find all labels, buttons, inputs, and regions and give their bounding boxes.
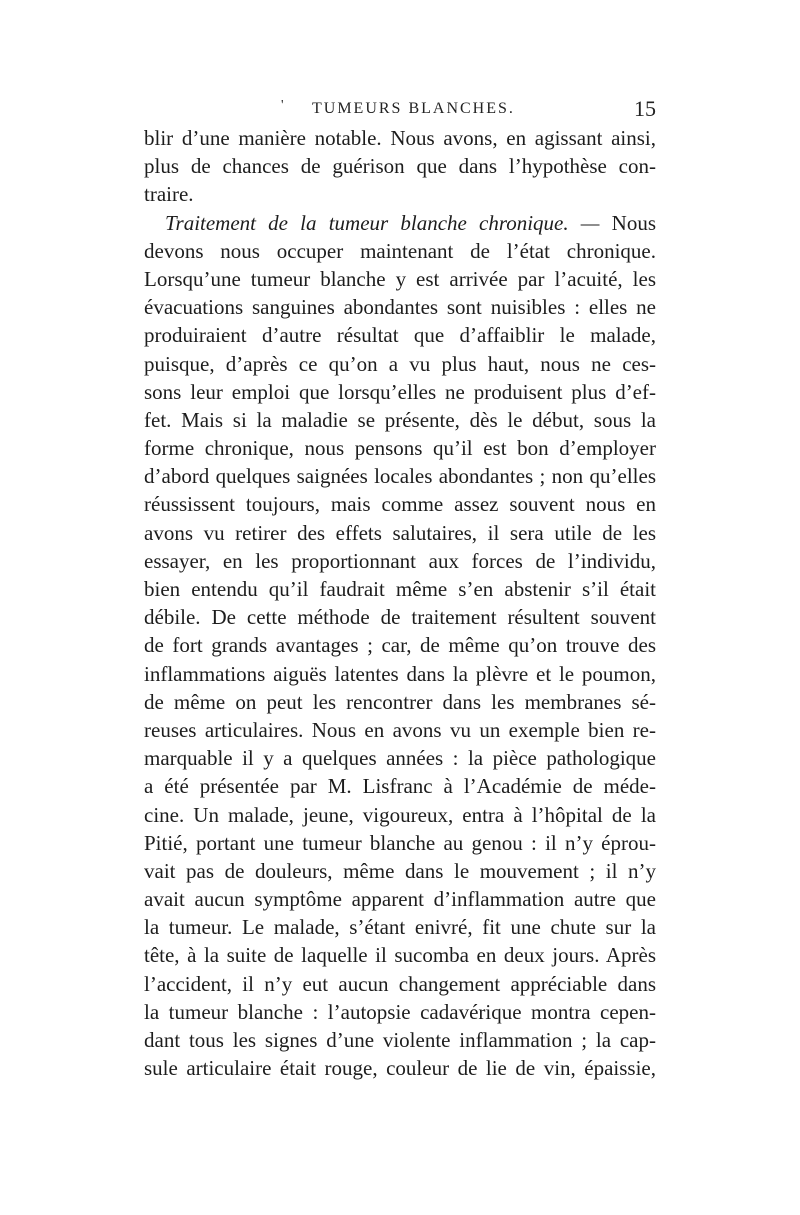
running-title: TUMEURS BLANCHES. bbox=[312, 100, 515, 117]
section-heading-line bbox=[144, 209, 656, 237]
text-line: forme chronique, nous pensons qu’il est bon d’employer bbox=[144, 436, 656, 461]
section-heading: Traitement de la tumeur blanche chronique. — bbox=[165, 210, 600, 235]
text-line: vait pas de douleurs, même dans le mouvement ; il n’y bbox=[144, 858, 656, 883]
text-line: dant tous les signes d’une violente inflammation ; la cap- bbox=[144, 1028, 656, 1052]
text-line: d’abord quelques saignées locales abondantes ; non qu’elles bbox=[144, 464, 656, 489]
text-line: reuses articulaires. Nous en avons vu un exemple bien re- bbox=[144, 717, 656, 742]
text-line: inflammations aiguës latentes dans la plèvre et le poumon, bbox=[144, 661, 656, 686]
header-mark: ' bbox=[281, 98, 284, 113]
text-line: l’accident, il n’y eut aucun changement appréciable dans bbox=[144, 971, 656, 996]
text-line: la tumeur blanche : l’autopsie cadavérique montra cepen- bbox=[144, 999, 656, 1024]
text-line: la tumeur. Le malade, s’étant enivré, fit une chute sur la bbox=[144, 915, 656, 940]
text-line: réussissent toujours, mais comme assez souvent nous en bbox=[144, 492, 656, 517]
text-line: bien entendu qu’il faudrait même s’en abstenir s’il était bbox=[144, 577, 656, 601]
text-line: évacuations sanguines abondantes sont nuisibles : elles ne bbox=[144, 295, 656, 320]
text-line: de fort grands avantages ; car, de même qu’on trouve des bbox=[144, 633, 656, 658]
page-number: 15 bbox=[634, 96, 656, 121]
text-line: blir d’une manière notable. Nous avons, en agissant ainsi, bbox=[144, 126, 656, 150]
text-line: devons nous occuper maintenant de l’état chronique. bbox=[144, 238, 656, 263]
text-line: de même on peut les rencontrer dans les membranes sé- bbox=[144, 689, 656, 714]
text-line: débile. De cette méthode de traitement résultent souvent bbox=[144, 605, 656, 630]
text-line: avons vu retirer des effets salutaires, il sera utile de les bbox=[144, 520, 656, 545]
text-line: plus de chances de guérison que dans l’hypothèse con- bbox=[144, 154, 656, 179]
text-line: avait aucun symptôme apparent d’inflammation autre que bbox=[144, 887, 656, 912]
text-line: sons leur emploi que lorsqu’elles ne produisent plus d’ef- bbox=[144, 379, 656, 404]
text-line: Nous bbox=[611, 210, 656, 235]
text-line: Lorsqu’une tumeur blanche y est arrivée par l’acuité, les bbox=[144, 266, 656, 291]
text-line: fet. Mais si la maladie se présente, dès le début, sous la bbox=[144, 407, 656, 432]
text-line: Pitié, portant une tumeur blanche au genou : il n’y éprou- bbox=[144, 830, 656, 855]
text-line: produiraient d’autre résultat que d’affaiblir le malade, bbox=[144, 323, 656, 348]
text-line: puisque, d’après ce qu’on a vu plus haut, nous ne ces- bbox=[144, 351, 656, 376]
body-text bbox=[144, 124, 656, 1082]
text-line: tête, à la suite de laquelle il sucomba en deux jours. Après bbox=[144, 943, 656, 968]
text-line: sule articulaire était rouge, couleur de lie de vin, épaissie, bbox=[144, 1056, 656, 1081]
text-line: essayer, en les proportionnant aux forces de l’individu, bbox=[144, 548, 656, 573]
text-line: cine. Un malade, jeune, vigoureux, entra à l’hôpital de la bbox=[144, 802, 656, 827]
text-line: traire. bbox=[144, 182, 194, 207]
text-line: marquable il y a quelques années : la pièce pathologique bbox=[144, 746, 656, 771]
text-line: a été présentée par M. Lisfranc à l’Académie de méde- bbox=[144, 774, 656, 799]
page-header bbox=[144, 96, 656, 122]
